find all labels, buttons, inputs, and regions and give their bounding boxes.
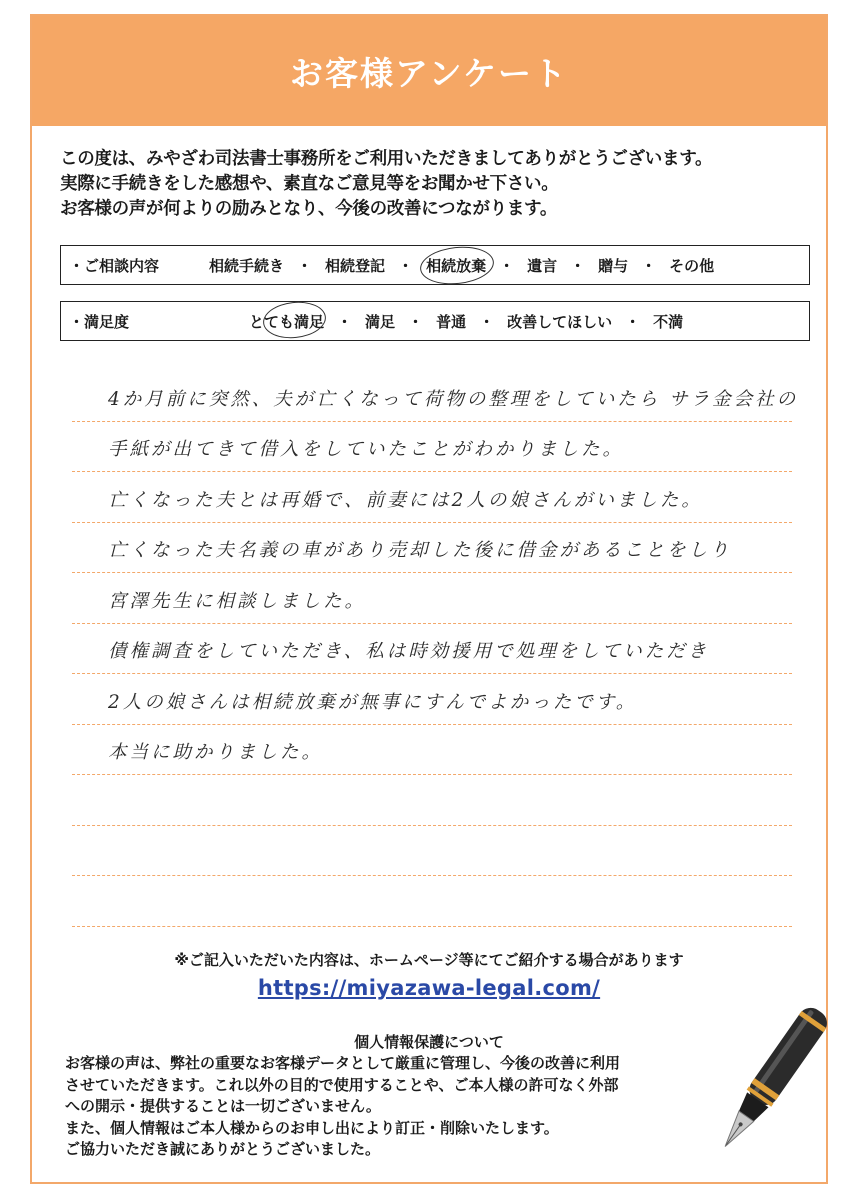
comment-line xyxy=(72,775,792,826)
comment-line xyxy=(72,422,792,473)
website-link[interactable]: https://miyazawa-legal.com/ xyxy=(257,976,601,1000)
comment-line xyxy=(72,624,792,675)
comment-line xyxy=(72,674,792,725)
survey-sheet xyxy=(30,14,828,1184)
intro-line: 実際に手続きをした感想や、素直なご意見等をお聞かせ下さい。 xyxy=(60,174,559,194)
option-will[interactable]: 遺言 xyxy=(527,256,558,275)
selected-circle-mark xyxy=(261,298,327,340)
selected-circle-mark xyxy=(418,243,495,288)
privacy-text xyxy=(65,1053,705,1161)
option-satisfied[interactable]: 満足 xyxy=(365,312,396,331)
separator: ・ xyxy=(408,312,424,331)
satisfaction-options xyxy=(249,311,683,332)
option-dissatisfied[interactable]: 不満 xyxy=(653,312,684,331)
comment-line xyxy=(72,371,799,422)
separator: ・ xyxy=(641,256,657,275)
comment-line xyxy=(72,826,792,877)
option-needs-improvement[interactable]: 改善してほしい xyxy=(507,312,613,331)
separator: ・ xyxy=(479,312,495,331)
option-inheritance-registration[interactable]: 相続登記 xyxy=(325,256,386,275)
handwritten-text: 本当に助かりました。 xyxy=(108,742,324,763)
option-label: 相続放棄 xyxy=(426,256,487,275)
option-other[interactable]: その他 xyxy=(669,256,715,275)
privacy-title: 個人情報保護について xyxy=(354,1033,504,1051)
consultation-options xyxy=(209,255,714,276)
option-very-satisfied[interactable] xyxy=(249,311,324,332)
intro-text xyxy=(60,147,800,222)
handwritten-text: 債権調査をしていただき、私は時効援用で処理をしていただき xyxy=(108,641,710,662)
handwritten-text: 2人の娘さんは相続放棄が無事にすんでよかったです。 xyxy=(108,691,638,713)
option-label: とても満足 xyxy=(249,312,325,331)
handwritten-text: 手紙が出てきて借入をしていたことがわかりました。 xyxy=(108,439,625,460)
header-banner xyxy=(32,16,826,126)
comment-line xyxy=(72,573,792,624)
consultation-label: ・ご相談内容 xyxy=(69,256,160,275)
consultation-box xyxy=(60,245,810,285)
satisfaction-box xyxy=(60,301,810,341)
comment-line xyxy=(72,523,792,574)
separator: ・ xyxy=(297,256,313,275)
separator: ・ xyxy=(398,256,414,275)
handwritten-text: 宮澤先生に相談しました。 xyxy=(108,590,367,612)
comment-line xyxy=(72,876,792,927)
separator: ・ xyxy=(337,312,353,331)
handwritten-text: 亡くなった夫名義の車があり売却した後に借金があることをしり xyxy=(108,540,732,561)
separator: ・ xyxy=(625,312,641,331)
option-average[interactable]: 普通 xyxy=(436,312,467,331)
privacy-line: ご協力いただき誠にありがとうございました。 xyxy=(65,1140,381,1158)
option-inheritance-renunciation[interactable] xyxy=(426,255,486,276)
separator: ・ xyxy=(570,256,586,275)
privacy-line: お客様の声は、弊社の重要なお客様データとして厳重に管理し、今後の改善に利用 xyxy=(65,1054,621,1072)
privacy-line: また、個人情報はご本人様からのお申し出により訂正・削除いたします。 xyxy=(65,1118,559,1137)
option-gift[interactable]: 贈与 xyxy=(598,256,629,275)
satisfaction-label: ・満足度 xyxy=(69,312,130,331)
handwritten-text: 亡くなった夫とは再婚で、前妻には2人の娘さんがいました。 xyxy=(108,489,703,511)
page-title: お客様アンケート xyxy=(289,53,569,93)
comment-area xyxy=(72,371,799,927)
privacy-line: させていただきます。これ以外の目的で使用することや、ご本人様の許可なく外部 xyxy=(65,1075,619,1094)
intro-line: お客様の声が何よりの励みとなり、今後の改善につながります。 xyxy=(60,199,558,219)
handwritten-text: 4か月前に突然、夫が亡くなって荷物の整理をしていたら サラ金会社の xyxy=(108,388,799,410)
separator: ・ xyxy=(499,256,515,275)
fountain-pen-icon xyxy=(696,996,846,1166)
comment-line xyxy=(72,472,792,523)
publication-notice: ※ご記入いただいた内容は、ホームページ等にてご紹介する場合があります xyxy=(174,951,684,969)
intro-line: この度は、みやざわ司法書士事務所をご利用いただきましてありがとうございます。 xyxy=(60,149,713,169)
option-inheritance-procedure[interactable]: 相続手続き xyxy=(209,256,285,275)
comment-line xyxy=(72,725,792,776)
privacy-line: への開示・提供することは一切ございません。 xyxy=(65,1097,381,1115)
